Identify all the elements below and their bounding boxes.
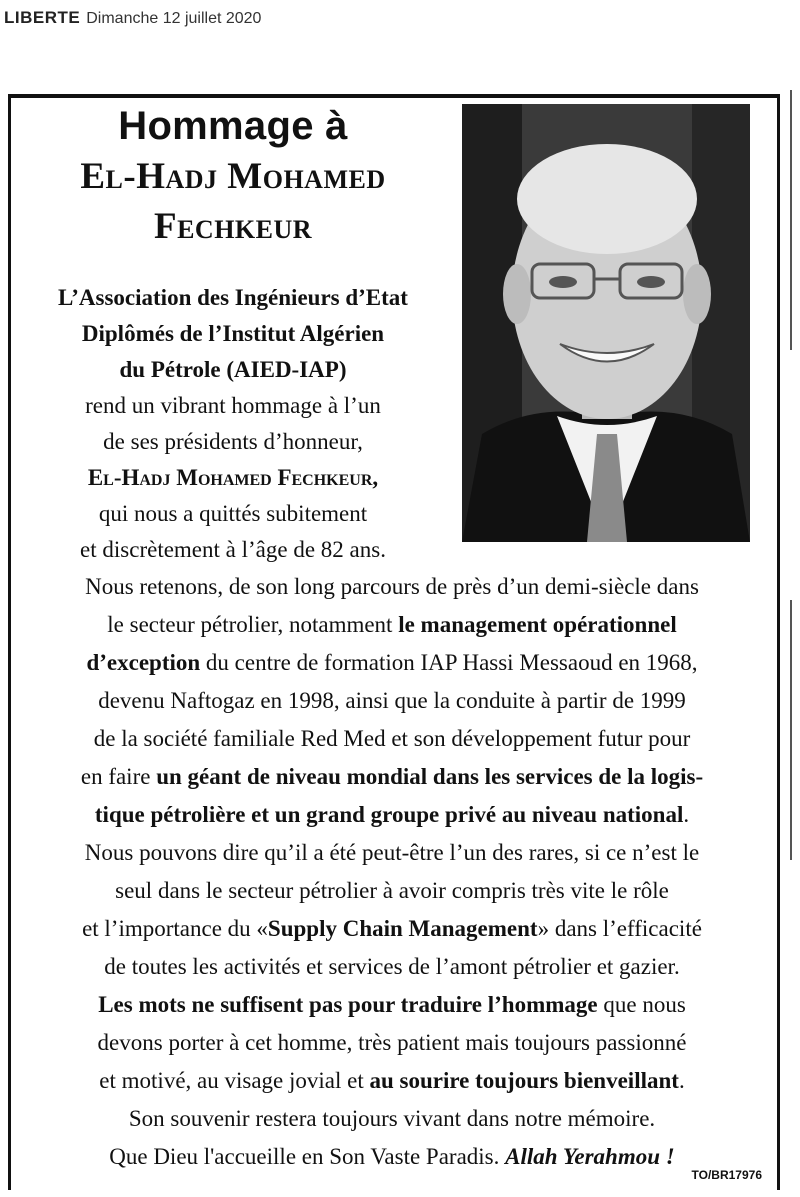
intro-line: Diplômés de l’Institut Algérien	[81, 321, 385, 346]
body-line: devenu Naftogaz en 1998, ainsi que la conduite à partir de 1999	[98, 688, 686, 713]
body-text: en faire	[80, 764, 157, 789]
newspaper-name: LIBERTE	[4, 8, 81, 27]
newspaper-masthead	[4, 8, 261, 34]
body-text: .	[678, 1068, 685, 1093]
body-line: Son souvenir restera toujours vivant dans notre mémoire.	[128, 1106, 656, 1131]
ad-reference-code: TO/BR17976	[691, 1168, 762, 1182]
body-line	[12, 1062, 772, 1100]
body-emphasis: un géant de niveau mondial dans les services de la logis-	[156, 764, 704, 789]
body-text: que nous	[597, 992, 686, 1017]
closing-prayer: Allah Yerahmou !	[505, 1144, 675, 1169]
tribute-title	[18, 100, 448, 252]
body-emphasis: au sourire toujours bienveillant	[369, 1068, 679, 1093]
issue-date: Dimanche 12 juillet 2020	[86, 10, 262, 27]
body-text: Que Dieu l'accueille en Son Vaste Paradis.	[109, 1144, 506, 1169]
intro-line: L’Association des Ingénieurs d’Etat	[58, 285, 408, 310]
portrait-illustration	[462, 104, 750, 542]
body-text: le secteur pétrolier, notamment	[107, 612, 399, 637]
body-text: .	[683, 802, 690, 827]
body-line: seul dans le secteur pétrolier à avoir compris très vite le rôle	[115, 878, 669, 903]
body-text: et l’importance du «	[82, 916, 268, 941]
intro-name-line: El-Hadj Mohamed Fechkeur,	[87, 465, 379, 490]
scan-edge-mark	[790, 600, 792, 860]
body-emphasis: tique pétrolière et un grand groupe privé au niveau national	[94, 802, 684, 827]
intro-paragraph	[18, 280, 448, 568]
tribute-body	[12, 568, 772, 1176]
body-line	[12, 1138, 772, 1176]
body-line	[12, 758, 772, 796]
intro-line: de ses présidents d’honneur,	[103, 429, 363, 454]
body-line: de toutes les activités et services de l’amont pétrolier et gazier.	[104, 954, 680, 979]
intro-line: rend un vibrant hommage à l’un	[85, 393, 381, 418]
body-emphasis: Supply Chain Management	[267, 916, 538, 941]
body-line	[12, 796, 772, 834]
body-line	[12, 986, 772, 1024]
body-line	[12, 644, 772, 682]
portrait-photo	[462, 104, 750, 542]
body-text: du centre de formation IAP Hassi Messaoud en 1968,	[200, 650, 698, 675]
intro-line: du Pétrole (AIED-IAP)	[119, 357, 347, 382]
intro-line: qui nous a quittés subitement	[98, 501, 368, 526]
body-line: devons porter à cet homme, très patient mais toujours passionné	[97, 1030, 687, 1055]
scan-edge-mark	[790, 90, 792, 350]
body-text: et motivé, au visage jovial et	[99, 1068, 370, 1093]
body-line: Nous pouvons dire qu’il a été peut-être l’un des rares, si ce n’est le	[84, 840, 700, 865]
body-line	[12, 910, 772, 948]
title-name-line1: El-Hadj Mohamed	[80, 156, 386, 197]
body-emphasis: d’exception	[86, 650, 201, 675]
body-line: de la société familiale Red Med et son développement futur pour	[93, 726, 691, 751]
body-emphasis: le management opérationnel	[398, 612, 677, 637]
body-line: Nous retenons, de son long parcours de près d’un demi-siècle dans	[85, 574, 699, 599]
body-emphasis: Les mots ne suffisent pas pour traduire l’hommage	[98, 992, 598, 1017]
body-line	[12, 606, 772, 644]
title-hommage: Hommage à	[118, 104, 348, 148]
title-name-line2: Fechkeur	[153, 206, 313, 247]
intro-line: et discrètement à l’âge de 82 ans.	[80, 537, 386, 562]
body-text: » dans l’efficacité	[537, 916, 702, 941]
